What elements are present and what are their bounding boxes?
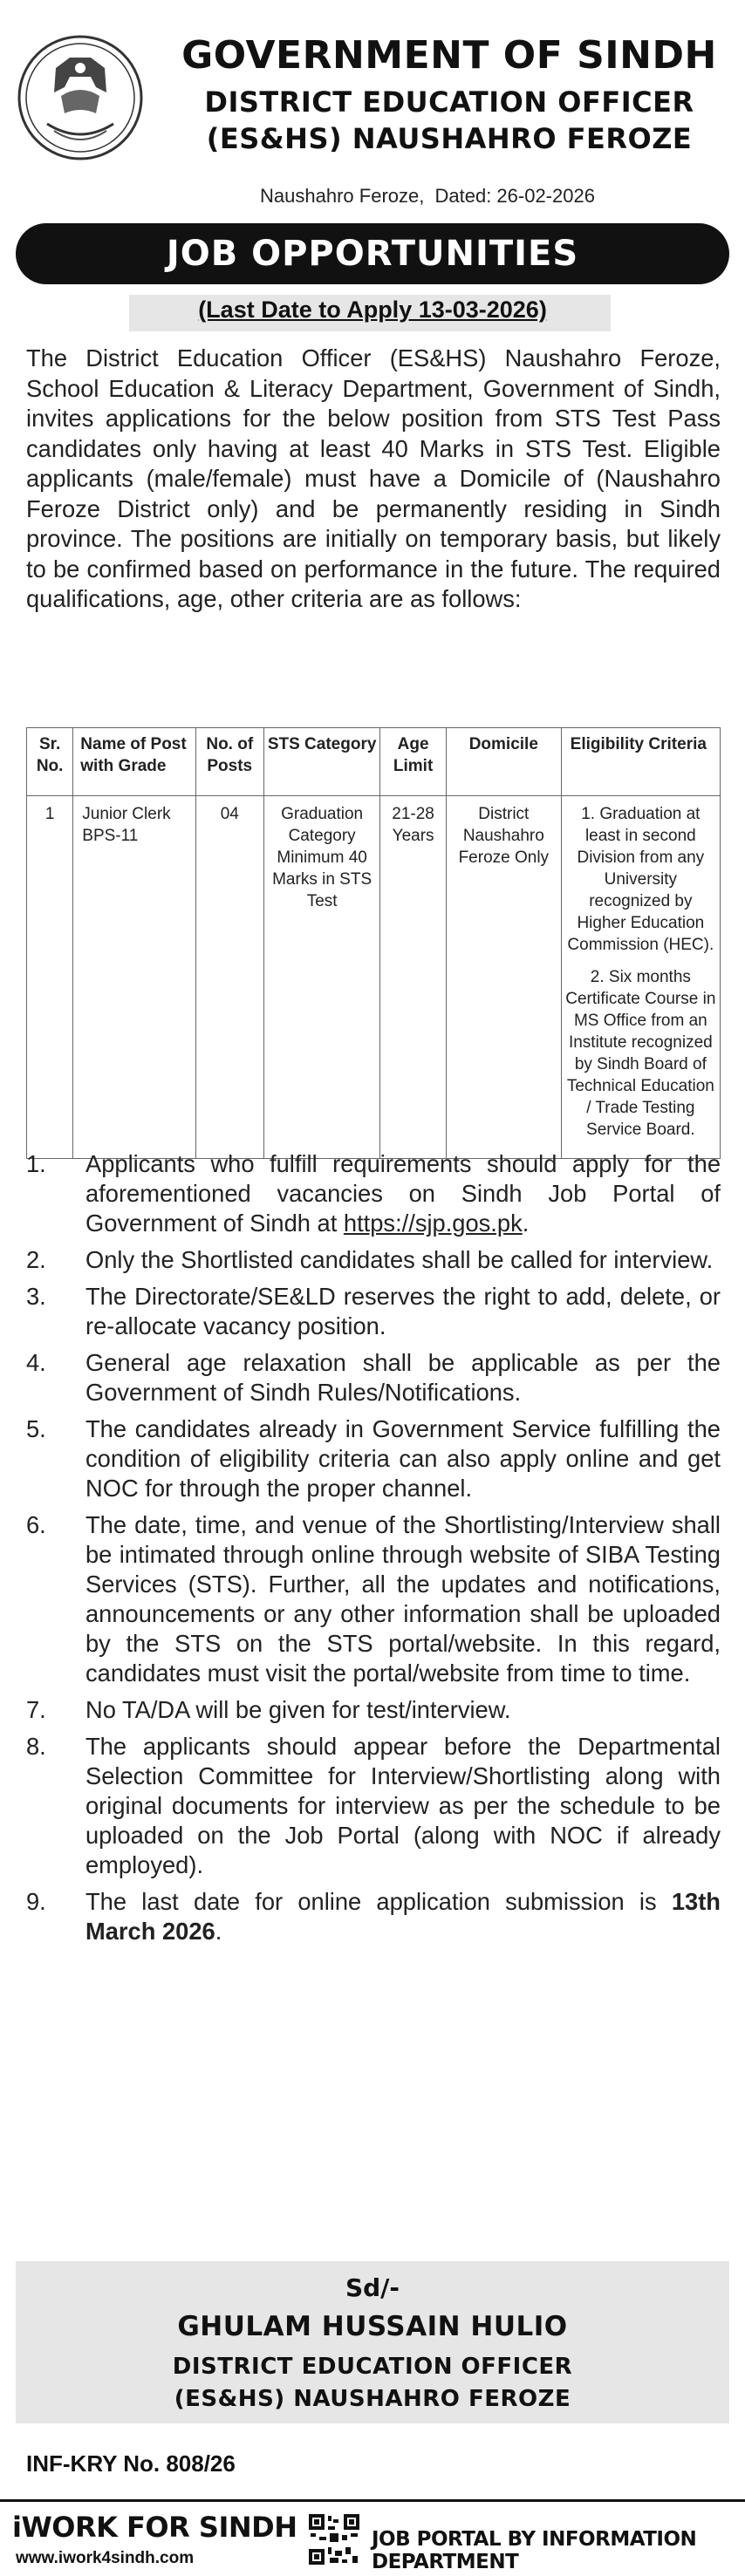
table-row — [27, 796, 721, 1159]
col-posts: No. of Posts — [195, 728, 264, 796]
brand-url[interactable]: www.iwork4sindh.com — [16, 2549, 195, 2567]
signatory-role-line-1: DISTRICT EDUCATION OFFICER — [172, 2354, 573, 2380]
list-item — [26, 1887, 721, 1946]
signature-block — [16, 2261, 729, 2423]
item-number: 7. — [26, 1696, 46, 1723]
government-of-sindh-emblem-icon — [16, 33, 145, 162]
item-text: The date, time, and venue of the Shortlisting/Interview shall be intimated through online through website of SIBA Testing Services (STS). Further, all the updates and notifications, announcements or any other information shall be uploaded by the STS on the STS portal/website. In this regard, candidates must visit the portal/website from time to time. — [85, 1511, 721, 1687]
job-portal-tagline: JOB PORTAL BY INFORMATION DEPARTMENT — [372, 2528, 697, 2573]
item-text: The Directorate/SE&LD reserves the right to add, delete, or re-allocate vacancy position. — [85, 1283, 721, 1339]
item-number: 1. — [26, 1150, 46, 1177]
table-header-row — [27, 728, 721, 796]
date: Dated: 26-02-2026 — [434, 185, 595, 207]
item-number: 8. — [26, 1733, 46, 1760]
item-text: No TA/DA will be given for test/interview. — [85, 1696, 511, 1723]
job-opportunities-banner: JOB OPPORTUNITIES — [16, 223, 729, 284]
reference-number: INF-KRY No. 808/26 — [26, 2450, 236, 2477]
conditions-list — [26, 1149, 721, 1953]
criteria-2: 2. Six months Certificate Course in MS Office from an Institute recognized by Sindh Board of Technical Education / Trade Testing Service Board. — [565, 968, 716, 1139]
iwork-for-sindh-brand: iWORK FOR SINDH — [12, 2511, 297, 2544]
cell-age: 21-28 Years — [380, 796, 447, 1159]
signature-sd: Sd/- — [345, 2273, 400, 2302]
cell-post: Junior Clerk BPS-11 — [73, 796, 195, 1159]
item-number: 9. — [26, 1888, 46, 1915]
item-number: 2. — [26, 1246, 46, 1273]
header — [0, 0, 745, 174]
list-item — [26, 1348, 721, 1407]
vacancy-table — [26, 727, 721, 1159]
signatory-name: GHULAM HUSSAIN HULIO — [177, 2311, 568, 2342]
dated-line — [0, 185, 745, 208]
list-item — [26, 1149, 721, 1238]
list-item — [26, 1414, 721, 1503]
last-date — [0, 296, 745, 324]
sjp-portal-link[interactable]: https://sjp.gos.pk — [343, 1210, 523, 1237]
cell-sr: 1 — [27, 796, 73, 1159]
col-sr: Sr. No. — [27, 728, 73, 796]
item-number: 3. — [26, 1283, 46, 1310]
department-title — [157, 84, 742, 157]
item-text: The last date for online application submission is — [85, 1888, 672, 1915]
place: Naushahro Feroze, — [260, 185, 425, 207]
list-item — [26, 1245, 721, 1275]
last-date-text: (Last Date to Apply 13-03-2026) — [198, 296, 547, 323]
cell-posts: 04 — [195, 796, 264, 1159]
item-text-end: . — [522, 1210, 530, 1237]
cell-criteria — [561, 796, 720, 1159]
list-item — [26, 1695, 721, 1725]
list-item — [26, 1282, 721, 1341]
item-number: 4. — [26, 1349, 46, 1376]
list-item — [26, 1732, 721, 1880]
col-criteria: Eligibility Criteria — [561, 728, 720, 796]
item-text: Applicants who fulfill requirements should apply for the aforementioned vacancies on Sindh Job Portal of Government of Sindh at — [85, 1150, 721, 1237]
department-line-1: DISTRICT EDUCATION OFFICER — [204, 85, 694, 119]
col-post: Name of Post with Grade — [73, 728, 195, 796]
cell-domicile: District Naushahro Feroze Only — [446, 796, 561, 1159]
footer — [0, 2499, 745, 2576]
col-sts: STS Category — [264, 728, 380, 796]
intro-paragraph: The District Education Officer (ES&HS) Naushahro Feroze, School Education & Literacy Department, Government of Sindh, invites applications for the below position from STS Test Pass candidates only having at least 40 Marks in STS Test. Eligible applicants (male/female) must have a Domicile of (Naushahro Feroze District only) and be permanently residing in Sindh province. The positions are initially on temporary basis, but likely to be confirmed based on performance in the future. The required qualifications, age, other criteria are as follows: — [26, 344, 721, 612]
item-number: 6. — [26, 1511, 46, 1538]
col-age: Age Limit — [380, 728, 447, 796]
department-line-2: (ES&HS) NAUSHAHRO FEROZE — [206, 122, 693, 155]
list-item — [26, 1510, 721, 1688]
signatory-role-line-2: (ES&HS) NAUSHAHRO FEROZE — [174, 2386, 571, 2412]
item-text: The applicants should appear before the Departmental Selection Committee for Interview/Shortlisting along with original documents for interview as per the schedule to be uploaded on the Job Portal (along with NOC if already employed). — [85, 1733, 721, 1878]
item-text: Only the Shortlisted candidates shall be called for interview. — [85, 1246, 714, 1273]
item-text: The candidates already in Government Service fulfilling the condition of eligibility criteria can also apply online and get NOC for through the proper channel. — [85, 1415, 721, 1502]
item-number: 5. — [26, 1415, 46, 1442]
signatory-role — [16, 2351, 729, 2416]
qr-code-icon — [309, 2514, 359, 2565]
item-text: General age relaxation shall be applicable as per the Government of Sindh Rules/Notifications. — [85, 1349, 721, 1406]
government-title: GOVERNMENT OF SINDH — [181, 33, 717, 78]
last-date-bold: 13th March 2026 — [85, 1888, 721, 1945]
col-domicile: Domicile — [446, 728, 561, 796]
criteria-1: 1. Graduation at least in second Division from any University recognized by Higher Education Commission (HEC). — [567, 805, 714, 954]
cell-sts: Graduation Category Minimum 40 Marks in STS Test — [264, 796, 380, 1159]
item-text-end: . — [215, 1918, 222, 1945]
